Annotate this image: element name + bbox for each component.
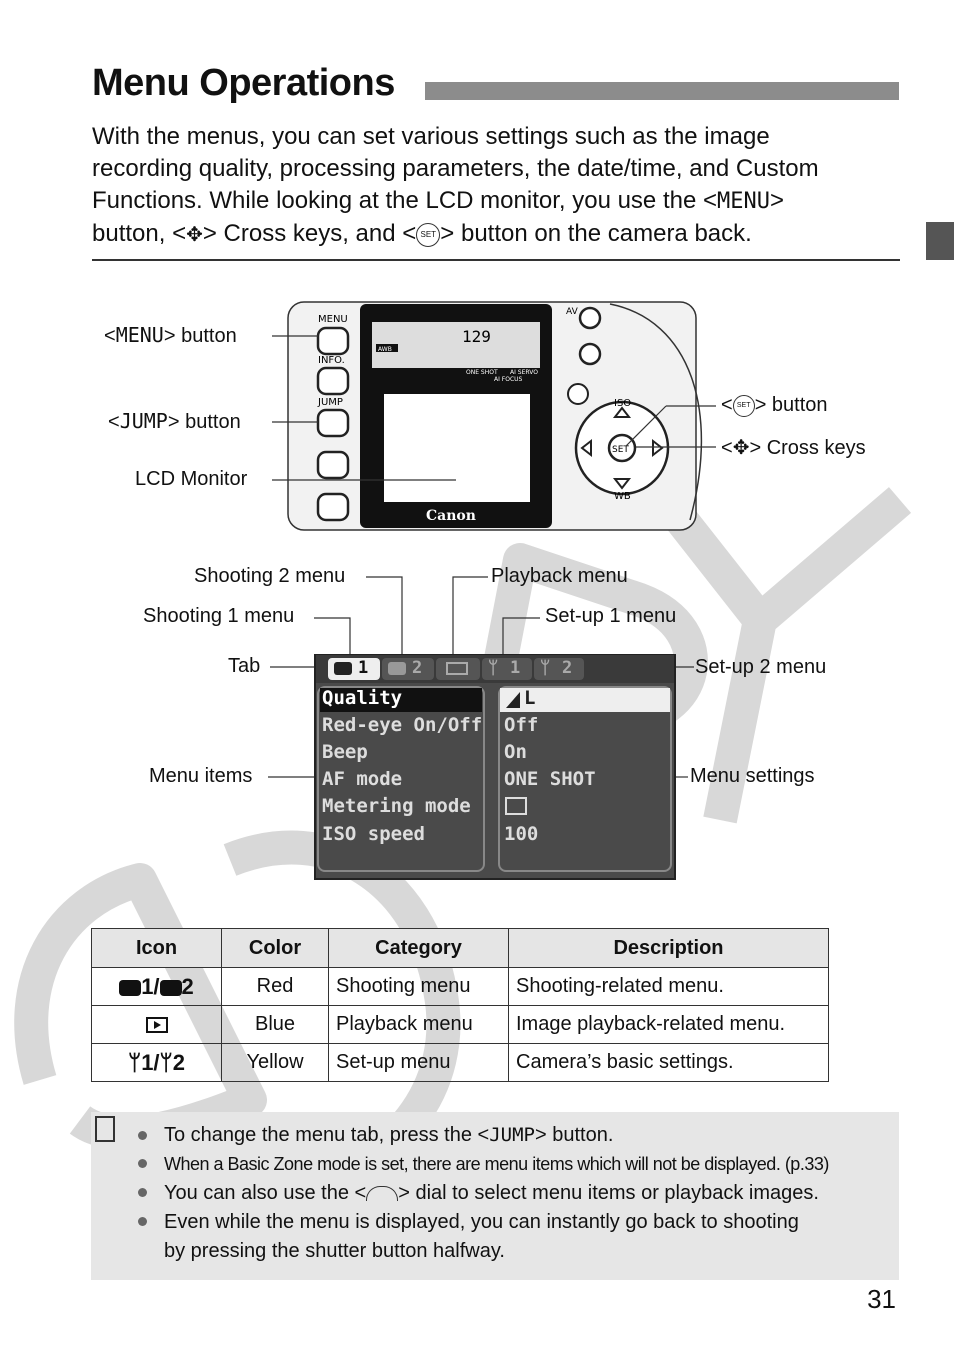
intro-line-3 [92, 185, 892, 218]
table-row [92, 1006, 829, 1044]
lcd-monitor [384, 394, 530, 502]
set-button-label: < SET > button [721, 394, 828, 416]
table-row [92, 968, 829, 1006]
tab-callout: Tab [228, 655, 261, 677]
color-cell: Yellow [222, 1044, 329, 1082]
label-suffix: > Cross keys [749, 437, 866, 459]
shooting2-callout: Shooting 2 menu [194, 565, 346, 587]
intro-line-2: recording quality, processing parameters, the date/time, and Custom [92, 155, 819, 182]
label-suffix: > button [754, 394, 828, 416]
menu-item[interactable]: ISO speed [322, 823, 425, 845]
note-text: > button. [534, 1124, 614, 1146]
memo-icon [95, 1116, 115, 1142]
menu-settings-callout: Menu settings [690, 765, 815, 787]
playback-icon [446, 662, 468, 675]
description-cell: Camera’s basic settings. [509, 1044, 829, 1082]
jump-glyph: JUMP [489, 1124, 535, 1146]
av-button[interactable] [580, 308, 600, 328]
info-text: INFO. [318, 355, 345, 366]
intro-text: > [769, 187, 784, 214]
set-button-icon: SET [733, 395, 755, 417]
label-suffix: > button [163, 325, 237, 347]
jump-text: JUMP [318, 397, 343, 408]
bullet [138, 1217, 147, 1226]
icon-cell [92, 1006, 222, 1044]
menu-glyph: MENU [717, 189, 770, 214]
camera-icon [388, 662, 406, 675]
category-cell: Playback menu [329, 1006, 509, 1044]
description-cell: Image playback-related menu. [509, 1006, 829, 1044]
main-dial-icon [366, 1186, 398, 1201]
menu-text: MENU [318, 314, 348, 325]
canon-logo: Canon [426, 508, 476, 524]
drive-button[interactable] [580, 344, 600, 364]
shots-text: 129 [462, 327, 491, 346]
col-header: Category [329, 929, 509, 968]
note-text: > dial to select menu items or playback images. [398, 1182, 819, 1204]
chapter-tab [926, 222, 954, 260]
menu-setting: 100 [504, 823, 539, 845]
playback-icon [146, 1017, 168, 1033]
menu-setting: ONE SHOT [504, 768, 596, 790]
note-1 [164, 1121, 613, 1150]
wrench-icon: ᛘ [127, 1049, 142, 1075]
ai-servo-text: AI SERVO [510, 369, 538, 376]
icon-text: 2 [181, 973, 194, 999]
quality-icon [506, 692, 520, 708]
intro-text: > button on the camera back. [440, 220, 752, 247]
menu-item[interactable]: Beep [322, 741, 368, 763]
menu-item[interactable]: AF mode [322, 768, 403, 790]
set-text: SET [612, 445, 629, 455]
setup1-callout: Set-up 1 menu [545, 605, 677, 627]
note-3 [164, 1179, 819, 1208]
jump-button-label: <JUMP> button [108, 409, 241, 433]
icon-text: 2 [172, 1049, 185, 1075]
menu-items-callout: Menu items [149, 765, 253, 787]
cross-keys-icon: ✥ [732, 437, 750, 459]
color-cell: Blue [222, 1006, 329, 1044]
intro-text: Functions. While looking at the LCD monitor, you use the < [92, 187, 717, 214]
shooting1-callout: Shooting 1 menu [143, 605, 295, 627]
camera-icon [119, 980, 141, 996]
ai-focus-text: AI FOCUS [494, 376, 523, 383]
note-2: When a Basic Zone mode is set, there are menu items which will not be displayed. (p.33) [164, 1154, 829, 1174]
wrench-icon: ᛘ [488, 658, 499, 678]
intro-line-1: With the menus, you can set various settings such as the image [92, 123, 770, 150]
icon-text: 1/ [141, 973, 160, 999]
menu-setting: On [504, 741, 527, 763]
note-text: To change the menu tab, press the < [164, 1124, 490, 1146]
category-cell: Shooting menu [329, 968, 509, 1006]
menu-setting: L [524, 687, 536, 709]
cross-keys-icon: ✥ [186, 224, 203, 246]
wrench-icon: ᛘ [159, 1049, 173, 1075]
awb-text: AWB [378, 346, 392, 353]
note-text: You can also use the < [164, 1182, 367, 1204]
wrench-icon: ᛘ [540, 658, 551, 678]
menu-tab-bar [316, 655, 674, 683]
category-cell: Set-up menu [329, 1044, 509, 1082]
wb-text: WB [614, 491, 631, 502]
tab-shooting2[interactable] [382, 658, 434, 680]
description-cell: Shooting-related menu. [509, 968, 829, 1006]
tab-playback[interactable] [436, 658, 480, 680]
tab-label: 1 [510, 658, 521, 678]
col-header: Icon [92, 929, 222, 968]
set-button-icon: SET [416, 223, 440, 247]
icon-text: 1/ [141, 1049, 160, 1075]
intro-text: button, < [92, 220, 187, 247]
menu-button-label: <MENU> button [104, 323, 237, 347]
camera-icon [160, 980, 182, 996]
page-number: 31 [867, 1284, 896, 1314]
col-header: Color [222, 929, 329, 968]
menu-category-table [91, 928, 829, 1082]
av-text: AV [566, 307, 578, 317]
jump-button[interactable] [318, 410, 348, 436]
setup2-callout: Set-up 2 menu [695, 656, 827, 678]
note-4-cont: by pressing the shutter button halfway. [164, 1240, 505, 1262]
note-4: Even while the menu is displayed, you can instantly go back to shooting [164, 1211, 799, 1233]
tab-setup2[interactable] [534, 658, 584, 680]
color-cell: Red [222, 968, 329, 1006]
menu-setting: Off [504, 714, 539, 736]
intro-line-4 [92, 218, 892, 251]
menu-item[interactable]: Red-eye On/Off [322, 714, 483, 736]
bullet [138, 1131, 147, 1140]
intro-text: > Cross keys, and < [202, 220, 417, 247]
icon-cell [92, 968, 222, 1006]
table-row [92, 1044, 829, 1082]
tab-setup1[interactable] [482, 658, 532, 680]
intro-paragraph [92, 121, 892, 251]
bullet [138, 1159, 147, 1168]
icon-cell [92, 1044, 222, 1082]
playback-button[interactable] [318, 452, 348, 478]
menu-item[interactable]: Metering mode [322, 795, 471, 817]
section-rule [92, 259, 900, 261]
label-suffix: > button [167, 411, 241, 433]
erase-button[interactable] [318, 494, 348, 520]
lcd-monitor-label: LCD Monitor [135, 468, 248, 490]
cross-keys-label: <✥> Cross keys [721, 437, 866, 459]
playback-callout: Playback menu [491, 565, 628, 587]
metering-icon [505, 797, 527, 815]
one-shot-text: ONE SHOT [466, 369, 498, 376]
bullet [138, 1188, 147, 1197]
tab-label: 1 [358, 658, 369, 678]
camera-icon [334, 662, 352, 675]
info-button[interactable] [318, 368, 348, 394]
menu-button[interactable] [318, 328, 348, 354]
jump-glyph: JUMP [119, 409, 168, 433]
col-header: Description [509, 929, 829, 968]
tab-label: 2 [412, 658, 423, 678]
title-rule [425, 82, 899, 100]
page-title: Menu Operations [92, 62, 395, 104]
tab-shooting1[interactable] [328, 658, 380, 680]
tab-label: 2 [562, 658, 573, 678]
menu-item[interactable]: Quality [322, 687, 403, 709]
menu-glyph: MENU [115, 323, 164, 347]
iso-text: ISO [614, 398, 632, 409]
picture-style-button[interactable] [568, 384, 588, 404]
